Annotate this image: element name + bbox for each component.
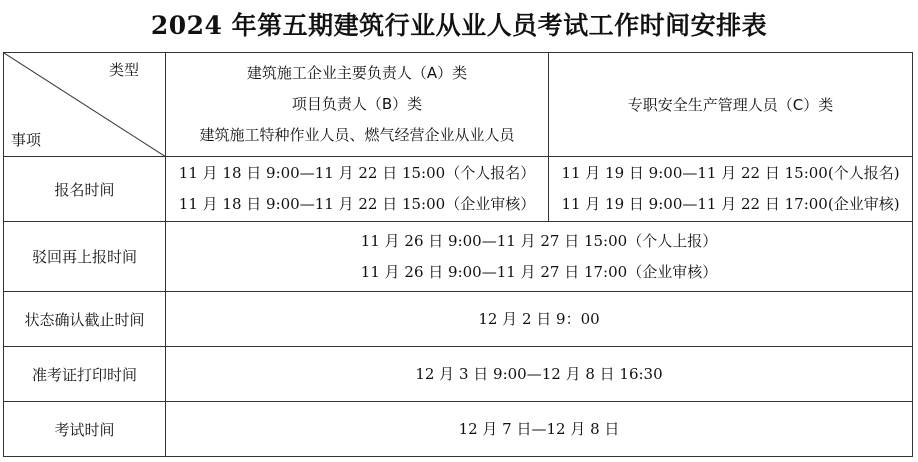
col-header-ab-line: 项目负责人（B）类: [291, 95, 423, 113]
row-label-admission: 准考证打印时间: [4, 347, 166, 402]
header-row: [4, 53, 913, 157]
corner-type-label: 类型: [108, 61, 139, 79]
registration-c-line: 11 月 19 日 9:00—11 月 22 日 15:00(个人报名): [561, 164, 900, 182]
page-title: 2024 年第五期建筑行业从业人员考试工作时间安排表: [150, 11, 768, 40]
registration-ab-cell: [166, 157, 549, 222]
row-confirm: [4, 292, 913, 347]
schedule-table: [3, 52, 913, 457]
resubmit-line: 11 月 26 日 9:00—11 月 27 日 17:00（企业审核）: [360, 262, 718, 281]
col-header-ab: [166, 53, 549, 157]
corner-item-label: 事项: [11, 131, 42, 149]
registration-c-cell: [549, 157, 913, 222]
registration-ab-line: 11 月 18 日 9:00—11 月 22 日 15:00（个人报名）: [178, 164, 536, 182]
admission-value: 12 月 3 日 9:00—12 月 8 日 16:30: [166, 347, 913, 402]
row-label-confirm: 状态确认截止时间: [4, 292, 166, 347]
confirm-value: 12 月 2 日 9：00: [166, 292, 913, 347]
col-header-ab-line: 建筑施工企业主要负责人（A）类: [246, 64, 468, 82]
col-header-c: 专职安全生产管理人员（C）类: [549, 53, 913, 157]
corner-cell: [4, 53, 166, 157]
row-label-exam: 考试时间: [4, 402, 166, 457]
registration-ab-line: 11 月 18 日 9:00—11 月 22 日 15:00（企业审核）: [178, 195, 536, 213]
exam-value: 12 月 7 日—12 月 8 日: [166, 402, 913, 457]
row-label-registration: 报名时间: [4, 157, 166, 222]
resubmit-line: 11 月 26 日 9:00—11 月 27 日 15:00（个人上报）: [360, 231, 718, 250]
row-admission: [4, 347, 913, 402]
col-header-ab-line: 建筑施工特种作业人员、燃气经营企业从业人员: [199, 126, 515, 144]
registration-c-line: 11 月 19 日 9:00—11 月 22 日 17:00(企业审核): [561, 195, 900, 213]
row-resubmit: [4, 222, 913, 292]
row-label-resubmit: 驳回再上报时间: [4, 222, 166, 292]
resubmit-cell: [166, 222, 913, 292]
row-exam: [4, 402, 913, 457]
row-registration: [4, 157, 913, 222]
